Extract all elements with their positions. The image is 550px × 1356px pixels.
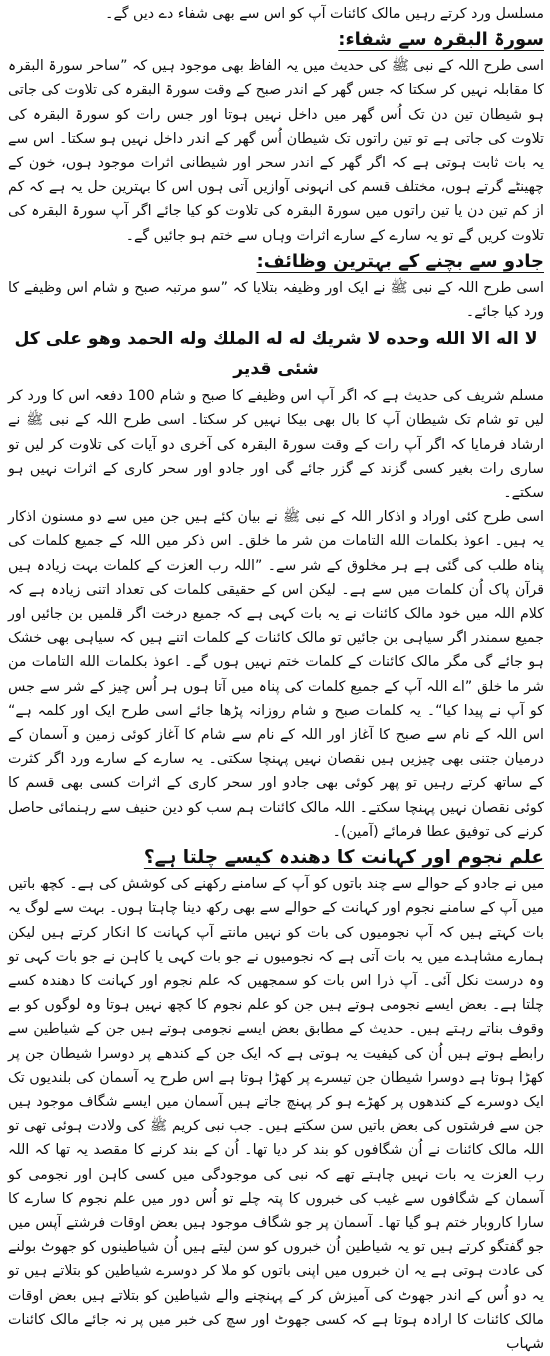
section-heading: علم نجوم اور کہانت کا دھندہ کیسے چلتا ہے؟ — [143, 847, 544, 869]
section-nujum — [8, 844, 544, 1356]
section-paragraph: اسی طرح اللہ کے نبی ﷺ کی حدیث میں یہ الفاظ بھی موجود ہیں کہ ”ساحر سورۃ البقرہ کا مقابلہ نہیں کر سکتا کہ جس گھر کے اندر صبح کے وقت سورۃ البقرہ کی تلاوت کی جاتی ہو شیطان تین دن تک اُس گھر میں داخل نہیں ہوتا اور جس رات کو سورۃ البقرہ کی تلاوت کی جاتی ہے تو تین راتوں تک شیطان اُس گھر کے اندر داخل نہیں ہو سکتا۔ اس سے یہ بات ثابت ہوتی ہے کہ اگر گھر کے اندر سحر اور شیطانی اثرات موجود ہوں، خون کے چھینٹے گرتے ہوں، مختلف قسم کی انہونی آوازیں آتی ہوں اس کا بہترین حل یہ ہے کہ کم از کم تین دن یا تین راتوں میں سورۃ البقرہ کی تلاوت کو کیا جائے اگر آپ سورۃ البقرہ کی تلاوت کریں گے تو یہ سارے کے سارے اثرات وہاں سے ختم ہو جائیں گے۔ — [8, 58, 544, 244]
section-heading: جادو سے بچنے کے بہترین وظائف: — [256, 250, 544, 272]
section-wazaif — [8, 248, 544, 844]
top-line: مسلسل ورد کرتے رہیں مالک کائنات آپ کو اس سے بھی شفاء دے دیں گے۔ — [105, 6, 544, 22]
section-heading: سورۃ البقرہ سے شفاء: — [338, 29, 544, 51]
arabic-dhikr: لا اله الا الله وحده لا شريك له له الملك وله الحمد وهو على كل شئى قدير — [14, 329, 538, 380]
section-surah-baqarah — [8, 26, 544, 248]
section-paragraph: میں نے جادو کے حوالے سے چند باتوں کو آپ کے سامنے رکھنے کی کوشش کی ہے۔ کچھ باتیں میں آپ کے سامنے نجوم اور کہانت کے حوالے سے بھی رکھ دینا چاہتا ہوں۔ بہت سے لوگ یہ بات کہتے ہیں کہ آپ نجومیوں کی بات کو نہیں مانتے آپ کہانت کا انکار کرتے ہیں لیکن ہمارے مشاہدے میں یہ بات آتی ہے کہ نجومیوں نے جو بات کہی یا کاہن نے جو بات کہی تو وہ درست نکل آئی۔ آپ ذرا اس بات کو سمجھیں کہ علم نجوم اور کہانت کا دھندہ کسے چلتا ہے۔ بعض ایسے نجومی ہوتے ہیں جن کو علم نجوم کا کچھ نہیں ہوتا وہ لوگوں کو بے وقوف بناتے رہتے ہیں۔ حدیث کے مطابق بعض ایسے نجومی ہوتے ہیں جن کے شیاطین سے رابطے ہوتے ہیں اُن کی کیفیت یہ ہوتی ہے کہ ایک جن کے کندھے پر دوسرا شیطان جن پر کھڑا ہوتا ہے دوسرا شیطان جن تیسرے پر کھڑا ہوتا ہے اس طرح یہ آسمان کی بلندیوں تک ایک دوسرے کے کندھوں پر کھڑے ہو کر پہنچ جاتے ہیں آسمان میں ایسے شگاف موجود ہیں جن سے فرشتوں کی بعض باتیں سن سکتے ہیں۔ جب نبی کریم ﷺ کی ولادت ہوئی تھی تو اللہ مالک کائنات نے اُن شگافوں کو بند کر دیا تھا۔ اُن کے بند کرنے کا مقصد یہ تھا کہ اللہ رب العزت یہ بات نہیں چاہتے تھے کہ نبی کی موجودگی میں کسی کاہن اور نجومی کو آسمان کے شگافوں سے غیب کی خبروں کا پتہ چلے تو اُس دور میں علم نجوم کا سارے کا سارا کاروبار ختم ہو گیا تھا۔ آسمان پر جو شگاف موجود ہیں بعض اوقات فرشتے آپس میں جو گفتگو کرتے ہیں تو یہ شیاطین اُن خبروں کو سن لیتے ہیں اُن شیاطینوں کو جھوٹ بولنے کی عادت ہوتی ہے یہ ان خبروں میں اپنی باتوں کو ملا کر دوسرے شیاطین کو بتلاتے ہیں تو یہ دو اُس کے اندر جھوٹ کی آمیزش کر کے پہنچنے والے شیاطین کو بتلاتے ہیں بعض اوقات مالک کائنات کا ارادہ ہوتا ہے کہ کسی جھوٹ اور سچ کی خبر میں پر نہ جائے مالک کائنات شہاب — [8, 876, 544, 1352]
section-paragraph: اسی طرح کئی اوراد و اذکار اللہ کے نبی ﷺ نے بیان کئے ہیں جن میں سے دو مسنون اذکار یہ ہیں۔ اعوذ بکلمات الله التامات من شر ما خلق۔ اس ذکر میں اللہ کے جمیع کلمات کی پناہ طلب کی گئی ہے ہر مخلوق کے شر سے۔ ”اللہ رب العزت کے کلمات بہت زیادہ ہیں قرآن پاک اُن کلمات میں سے ہے۔ لیکن اس کے حقیقی کلمات کی تعداد اتنی زیادہ ہے کہ کلام اللہ میں خود مالک کائنات نے یہ بات کہی ہے کہ جمیع درخت اگر قلمیں بن جائیں اور جمیع سمندر اگر سیاہی بن جائیں تو مالک کائنات کے کلمات اتنے ہیں کہ سیاہی بھی خشک ہو جائے گی مگر مالک کائنات کے کلمات ختم نہیں ہوں گے۔ اعوذ بکلمات الله التامات من شر ما خلق ”اے اللہ آپ کے جمیع کلمات کی پناہ میں آتا ہوں ہر اُس چیز کے شر سے جس کو آپ نے پیدا کیا“۔ یہ کلمات صبح و شام روزانہ پڑھا جائے اسی طرح ایک اور کلمہ ہے“ اس اللہ کے نام سے صبح کا آغاز اور اللہ کے نام سے شام کا آغاز کوئی زمین و آسمان کے درمیان جتنی بھی چیزیں ہیں نقصان نہیں پہنچا سکتی۔ یہ سارے کے سارے ورد اگر کثرت کے ساتھ کرتے رہیں تو پھر کوئی بھی جادو اور سحر کاری کے اثرات کسی بھی قسم کا کوئی نقصان نہیں پہنچا سکتے۔ اللہ مالک کائنات ہم سب کو دین حنیف سے رہنمائی حاصل کرنے کی توفیق عطا فرمائے (آمین)۔ — [8, 509, 544, 840]
section-intro: اسی طرح اللہ کے نبی ﷺ نے ایک اور وظیفہ بتلایا کہ ”سو مرتبہ صبح و شام اس وظیفے کا ورد کیا جائے۔ — [8, 279, 544, 321]
section-paragraph: مسلم شریف کی حدیث ہے کہ اگر آپ اس وظیفے کا صبح و شام 100 دفعہ اس کا ورد کر لیں تو شام تک شیطان آپ کا بال بھی بیکا نہیں کر سکتا۔ اسی طرح اللہ کے نبی ﷺ نے ارشاد فرمایا کہ اگر آپ رات کے وقت سورۃ البقرہ کی آخری دو آیات کی تلاوت کر لیں تو ساری رات بغیر کسی گزند کے گزر جائے گی اور جادو اور سحر کاری کے اثرات نہیں ہو سکتے۔ — [8, 388, 544, 502]
